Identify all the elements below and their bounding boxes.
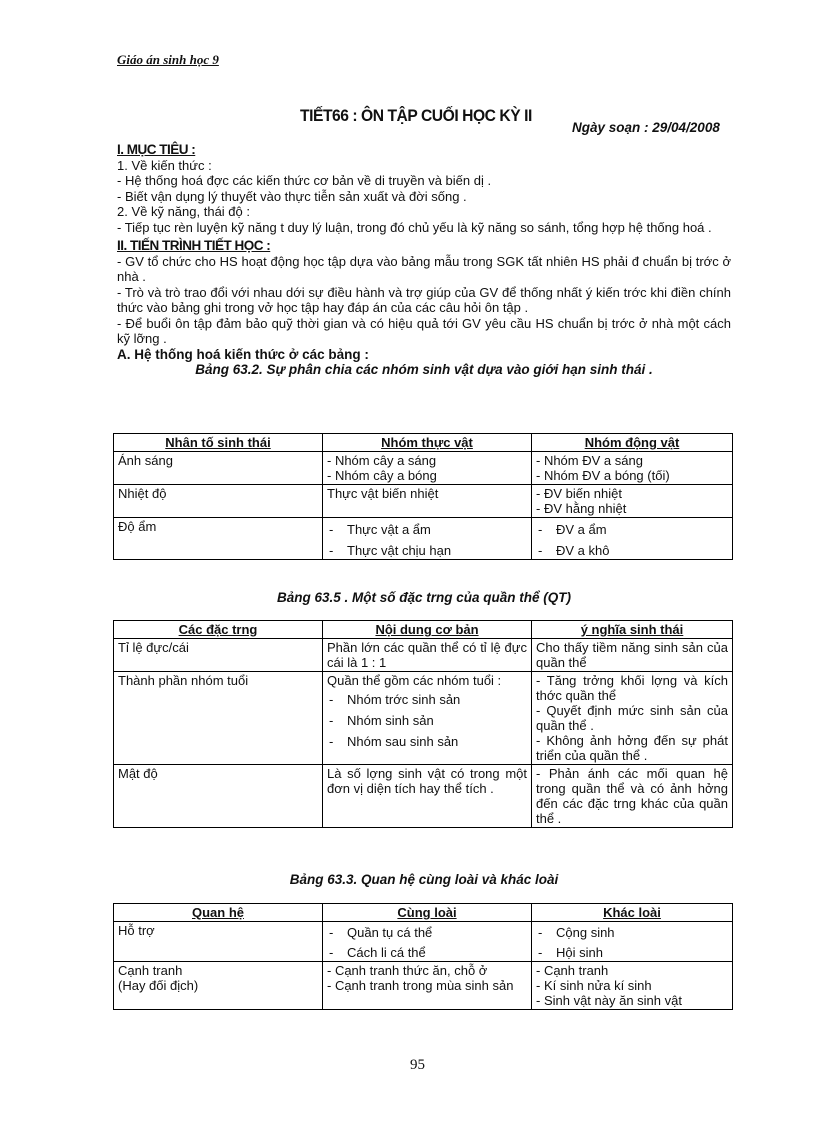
table-cell: Là số lợng sinh vật có trong một đơn vị diện tích hay thể tích . (323, 765, 532, 828)
objectives-line: - Hệ thống hoá đợc các kiến thức cơ bản về di truyền và biến dị . (117, 173, 492, 188)
table-row (114, 962, 733, 1010)
cell-line: - Không ảnh hởng đến sự phát triển của quần thể . (536, 733, 728, 763)
table-cell (323, 452, 532, 485)
page-number: 95 (410, 1057, 425, 1073)
cell-line: - Quyết định mức sinh sản của quần thể . (536, 703, 728, 733)
page-header: Giáo án sinh học 9 (117, 52, 219, 67)
table-header: Nhân tố sinh thái (114, 434, 323, 452)
table-cell (323, 518, 532, 560)
table-row (114, 639, 733, 672)
table-cell (323, 922, 532, 962)
table1-caption: Bảng 63.2. Sự phân chia các nhóm sinh vật dựa vào giới hạn sinh thái . (195, 362, 653, 377)
table-cell (532, 672, 733, 765)
table-cell: Tỉ lệ đực/cái (114, 639, 323, 672)
cell-line: Quần thể gồm các nhóm tuổi : (327, 673, 502, 688)
table-cell: Ánh sáng (114, 452, 323, 485)
cell-line: - Cách li cá thể (327, 945, 527, 960)
table-header: Quan hệ (114, 904, 323, 922)
table-cell (532, 962, 733, 1010)
table-cell (532, 922, 733, 962)
section-objectives-heading: I. MỤC TIÊU : (117, 142, 196, 157)
cell-line: - Nhóm cây a bóng (327, 468, 437, 483)
cell-line: - ĐV biến nhiệt (536, 486, 622, 501)
table-row (114, 765, 733, 828)
table-cell: Nhiệt độ (114, 485, 323, 518)
table-cell (114, 962, 323, 1010)
process-line: - Trò và trò trao đổi với nhau dới sự điều hành và trợ giúp của GV để thống nhất ý kiến trớc khi điền chính thức vào bảng ghi trong vở học tập hay đáp án của các câu hỏi ôn tập . (117, 284, 731, 315)
cell-line: - Nhóm ĐV a bóng (tối) (536, 468, 670, 483)
section-a-heading: A. Hệ thống hoá kiến thức ở các bảng : (117, 346, 369, 362)
cell-line: - Nhóm sau sinh sản (327, 734, 527, 749)
objectives-line: 2. Về kỹ năng, thái độ : (117, 204, 250, 219)
table-row (114, 485, 733, 518)
table-cell: Hỗ trợ (114, 922, 323, 962)
table-cell (323, 672, 532, 765)
cell-line: - ĐV a ẩm (536, 522, 728, 537)
cell-line: - Nhóm ĐV a sáng (536, 453, 643, 468)
table2-caption: Bảng 63.5 . Một số đặc trng của quần thể (QT) (276, 590, 572, 605)
page-title: TIẾT66 : ÔN TẬP CUỐI HỌC KỲ II (300, 106, 532, 125)
table-header: Cùng loài (323, 904, 532, 922)
cell-line: - Sinh vật này ăn sinh vật (536, 993, 682, 1008)
table-species-relations (113, 903, 733, 1010)
table-cell: Mật độ (114, 765, 323, 828)
cell-line: - Thực vật chịu hạn (327, 543, 527, 558)
table-cell: Phần lớn các quần thể có tỉ lệ đực cái là 1 : 1 (323, 639, 532, 672)
table-header: Các đặc trng (114, 621, 323, 639)
table-cell (532, 452, 733, 485)
table-ecological-groups (113, 433, 733, 560)
cell-line: - Cộng sinh (536, 925, 728, 940)
table-cell: Thành phần nhóm tuổi (114, 672, 323, 765)
cell-line: - Nhóm cây a sáng (327, 453, 437, 468)
table-cell: - Phản ánh các mối quan hệ trong quần thể và có ảnh hởng đến các đặc trng khác của quần thể . (532, 765, 733, 828)
section-process-heading: II. TIẾN TRÌNH TIẾT HỌC : (117, 238, 271, 253)
lesson-body (117, 142, 731, 378)
cell-line: - Quần tụ cá thể (327, 925, 527, 940)
prep-date: Ngày soạn : 29/04/2008 (572, 120, 720, 135)
table-cell: Thực vật biến nhiệt (323, 485, 532, 518)
table-cell (532, 518, 733, 560)
table-row (114, 518, 733, 560)
table-header: Nhóm động vật (532, 434, 733, 452)
objectives-line: - Biết vận dụng lý thuyết vào thực tiễn sản xuất và đời sống . (117, 188, 467, 204)
table-header: ý nghĩa sinh thái (532, 621, 733, 639)
objectives-line: 1. Về kiến thức : (117, 157, 212, 173)
table-header: Nội dung cơ bản (323, 621, 532, 639)
table-cell (323, 962, 532, 1010)
cell-line: - Nhóm trớc sinh sản (327, 692, 527, 707)
cell-line: - ĐV hằng nhiệt (536, 501, 627, 516)
table-row (114, 452, 733, 485)
cell-line: - ĐV a khô (536, 543, 728, 558)
table-population-traits (113, 620, 733, 828)
cell-line: - Thực vật a ẩm (327, 522, 527, 537)
process-line: - Để buổi ôn tập đảm bảo quỹ thời gian và có hiệu quả tới GV yêu cầu HS chuẩn bị trớc ở nhà một cách kỹ lỡng . (117, 315, 731, 346)
cell-line: - Cạnh tranh trong mùa sinh sản (327, 978, 514, 993)
cell-line: - Hội sinh (536, 945, 728, 960)
objectives-line: - Tiếp tục rèn luyện kỹ năng t duy lý luận, trong đó chủ yếu là kỹ năng so sánh, tổng hợp hệ thống hoá . (117, 219, 712, 235)
cell-line: - Kí sinh nửa kí sinh (536, 978, 652, 993)
table3-caption: Bảng 63.3. Quan hệ cùng loài và khác loài (289, 872, 559, 887)
table-header: Nhóm thực vật (323, 434, 532, 452)
table-row (114, 922, 733, 962)
cell-line: - Cạnh tranh (536, 963, 609, 978)
cell-line: Cạnh tranh (118, 963, 183, 978)
cell-line: - Tăng trởng khối lợng và kích thớc quần thể (536, 673, 728, 703)
cell-line: (Hay đối địch) (118, 978, 199, 993)
table-row (114, 672, 733, 765)
table-header: Khác loài (532, 904, 733, 922)
table-cell: Cho thấy tiềm năng sinh sản của quần thể (532, 639, 733, 672)
table-cell: Độ ẩm (114, 518, 323, 560)
cell-line: - Nhóm sinh sản (327, 713, 527, 728)
table-cell (532, 485, 733, 518)
process-line: - GV tổ chức cho HS hoạt động học tập dựa vào bảng mẫu trong SGK tất nhiên HS phải đ chuẩn bị trớc ở nhà . (117, 253, 731, 284)
cell-line: - Cạnh tranh thức ăn, chỗ ở (327, 963, 488, 978)
